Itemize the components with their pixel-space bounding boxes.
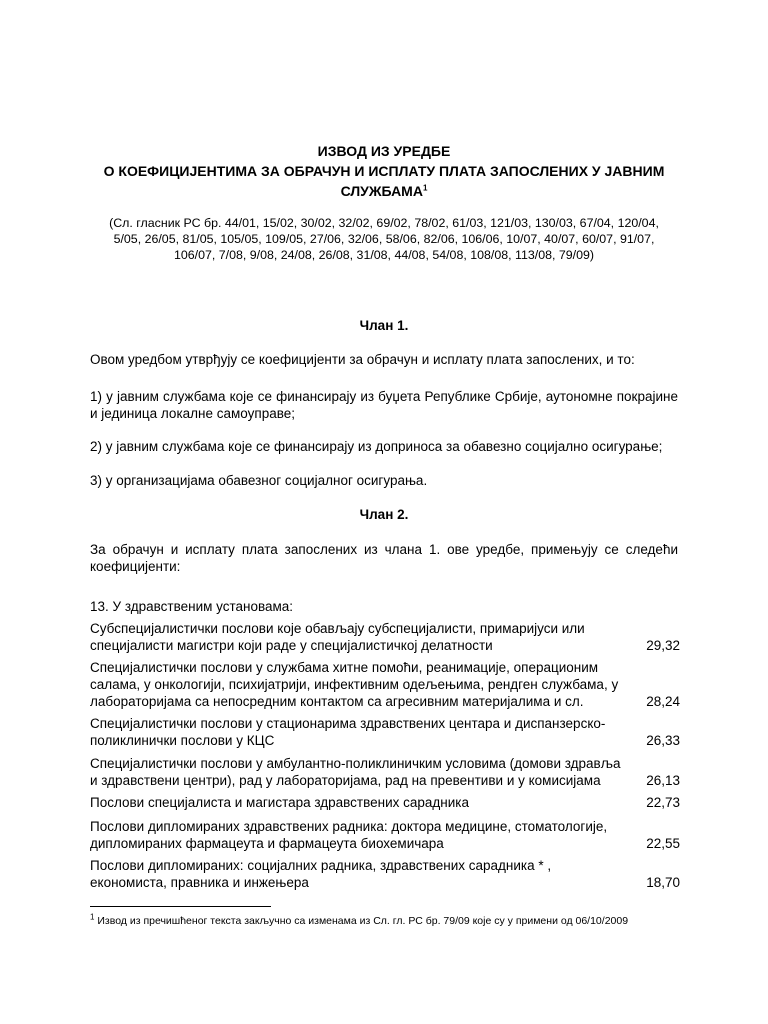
coefficient-description: Послови дипломираних: социјалних радника, здравствених сарадника * , економиста, правника и инжењера bbox=[90, 858, 552, 890]
coefficient-row bbox=[90, 794, 680, 811]
coefficient-description: Субспецијалистички послови које обављају субспецијалисти, примаријуси или специјалисти магистри који раде у специјалистичкој делатности bbox=[90, 621, 585, 653]
document-title-line-2: О КОЕФИЦИЈЕНТИМА ЗА ОБРАЧУН И ИСПЛАТУ ПЛАТА ЗАПОСЛЕНИХ У ЈАВНИМ bbox=[103, 163, 665, 179]
gazette-line-2: 5/05, 26/05, 81/05, 105/05, 109/05, 27/06, 32/06, 58/06, 82/06, 106/06, 10/07, 40/07, 60/07, 91/07, bbox=[113, 232, 655, 246]
coefficient-value: 26,13 bbox=[646, 773, 680, 788]
coefficient-value: 29,32 bbox=[646, 638, 680, 653]
coefficient-description: Специјалистички послови у службама хитне помоћи, реанимације, операционим салама, у онкологији, психијатрији, инфективним одељењима, рендген службама, у лабораторијама са непосредним контактом са агресивним материјалима и сл. bbox=[90, 660, 619, 709]
gazette-line-3: 106/07, 7/08, 9/08, 24/08, 26/08, 31/08, 44/08, 54/08, 108/08, 113/08, 79/09) bbox=[173, 248, 595, 262]
footnote-text: Извод из пречишћеног текста закључно са изменама из Сл. гл. РС бр. 79/09 које су у примени од 06/10/2009 bbox=[97, 915, 629, 927]
footnote-separator bbox=[90, 906, 271, 907]
coefficient-value: 18,70 bbox=[646, 875, 680, 890]
document-title-line-3 bbox=[90, 181, 678, 201]
footnote-mark: 1 bbox=[90, 912, 95, 922]
coefficient-row bbox=[90, 620, 680, 654]
title-line-3-text: СЛУЖБАМА bbox=[340, 183, 423, 199]
coefficient-description: Послови дипломираних здравствених радника: доктора медицине, стоматологије, дипломираних фармацеута и фармацеута биохемичара bbox=[90, 819, 608, 851]
document-title-line-1: ИЗВОД ИЗ УРЕДБЕ bbox=[317, 143, 451, 159]
coefficient-value: 22,73 bbox=[646, 795, 680, 810]
coefficient-row bbox=[90, 857, 680, 891]
coefficient-row bbox=[90, 715, 680, 749]
coefficient-value: 28,24 bbox=[646, 694, 680, 709]
coefficient-value: 26,33 bbox=[646, 733, 680, 748]
coefficient-row bbox=[90, 818, 680, 852]
article-1-intro: Овом уредбом утврђују се коефицијенти за обрачун и исплату плата запослених, и то: bbox=[90, 352, 635, 367]
coefficient-value: 22,55 bbox=[646, 836, 680, 851]
article-2-heading: Члан 2. bbox=[359, 507, 409, 522]
section-heading: 13. У здравственим установама: bbox=[90, 599, 294, 614]
coefficient-row bbox=[90, 659, 680, 710]
coefficient-description: Специјалистички послови у амбулантно-поликлиничким условима (домови здравља и здравствени центри), рад у лабораторијама, рад на превентиви и у комисијама bbox=[90, 756, 621, 788]
coefficient-row bbox=[90, 755, 680, 789]
article-2-intro: За обрачун и исплату плата запослених из члана 1. ове уредбе, примењују се следећи коефицијенти: bbox=[90, 542, 678, 574]
article-1-item-2: 2) у јавним службама које се финансирају из доприноса за обавезно социјално осигурање; bbox=[90, 439, 663, 454]
footnote bbox=[90, 914, 690, 928]
article-1-item-3: 3) у организацијама обавезног социјалног осигурања. bbox=[90, 473, 428, 488]
gazette-line-1: (Сл. гласник РС бр. 44/01, 15/02, 30/02, 32/02, 69/02, 78/02, 61/03, 121/03, 130/03, 67/04, 120/04, bbox=[109, 216, 659, 230]
article-1-heading: Члан 1. bbox=[359, 318, 409, 333]
coefficient-description: Специјалистички послови у стационарима здравствених центара и диспанзерско-поликлинички послови у КЦС bbox=[90, 716, 606, 748]
footnote-reference[interactable]: 1 bbox=[422, 183, 428, 193]
article-1-item-1: 1) у јавним службама које се финансирају из буџета Републике Србије, аутономне покрајине и јединица локалне самоуправе; bbox=[90, 389, 678, 421]
official-gazette-reference bbox=[90, 215, 678, 263]
coefficient-description: Послови специјалиста и магистара здравствених сарадника bbox=[90, 795, 469, 810]
